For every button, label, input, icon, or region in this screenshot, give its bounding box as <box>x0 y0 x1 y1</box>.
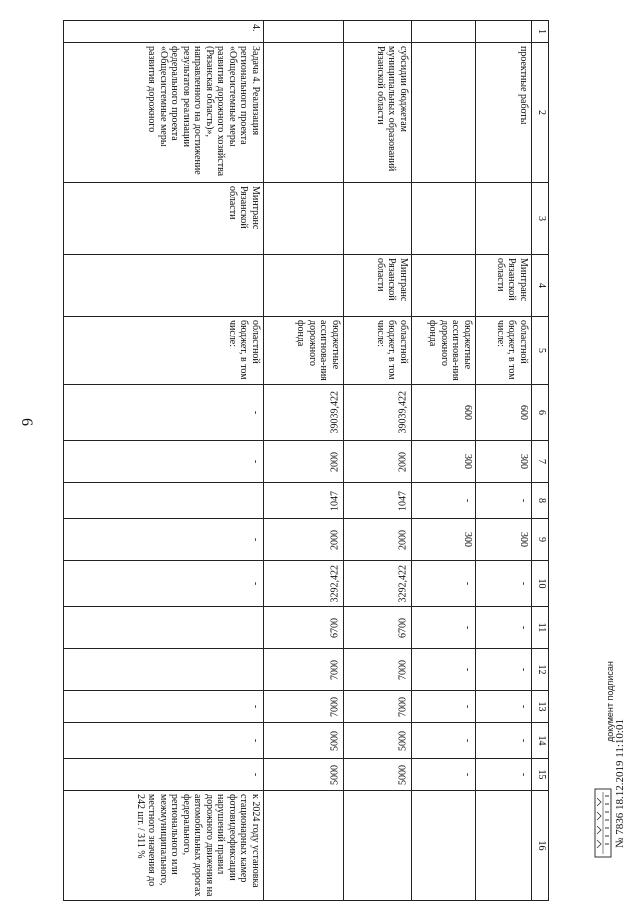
table-cell <box>412 791 476 901</box>
rotated-value: 5000 <box>397 764 409 785</box>
table-cell: областной бюджет, в том числе: <box>344 317 412 385</box>
signature-stamp-icon <box>594 788 612 858</box>
table-cell <box>264 385 344 441</box>
table-cell <box>344 723 412 759</box>
table-cell <box>264 691 344 723</box>
table-cell: - <box>476 691 532 723</box>
rotated-value: 3292,422 <box>397 564 409 603</box>
page-number: 6 <box>18 418 35 426</box>
header-cell: 8 <box>532 483 549 519</box>
table-cell <box>64 649 264 691</box>
table-cell: - <box>64 759 264 791</box>
table-cell: - <box>476 607 532 649</box>
table-row <box>476 21 532 901</box>
rotated-value: 1047 <box>397 490 409 511</box>
table-row <box>264 21 344 901</box>
table-cell <box>344 385 412 441</box>
rotated-value: 5000 <box>329 764 341 785</box>
table-cell: проектные работы <box>476 43 532 183</box>
table-cell <box>344 519 412 561</box>
table-cell <box>264 791 344 901</box>
table-cell <box>264 483 344 519</box>
table-cell: - <box>64 441 264 483</box>
table-cell: 4. <box>64 21 264 43</box>
table-cell <box>264 649 344 691</box>
rotated-value: 1047 <box>329 490 341 511</box>
table-cell: 300 <box>476 519 532 561</box>
table-cell: - <box>64 691 264 723</box>
table-row <box>344 21 412 901</box>
table-cell: - <box>412 649 476 691</box>
table-cell <box>344 561 412 607</box>
header-cell: 9 <box>532 519 549 561</box>
rotated-value: 2000 <box>329 451 341 472</box>
header-cell: 7 <box>532 441 549 483</box>
header-cell: 14 <box>532 723 549 759</box>
table-cell <box>344 183 412 255</box>
rotated-value: 6700 <box>329 617 341 638</box>
table-cell: - <box>412 723 476 759</box>
header-cell: 6 <box>532 385 549 441</box>
header-row <box>532 21 549 901</box>
table-cell <box>264 183 344 255</box>
rotated-table-container <box>59 20 549 900</box>
table-cell <box>344 441 412 483</box>
table-cell <box>344 607 412 649</box>
header-cell: 16 <box>532 791 549 901</box>
table-cell: субсидии бюджетам муниципальных образований Рязанской области <box>344 43 412 183</box>
table-cell: Минтранс Рязанской области <box>344 255 412 317</box>
header-cell: 3 <box>532 183 549 255</box>
table-cell <box>264 723 344 759</box>
table-cell <box>344 21 412 43</box>
table-cell: 300 <box>412 441 476 483</box>
table-cell <box>344 791 412 901</box>
table-cell: Минтранс Рязанской области <box>476 255 532 317</box>
table-cell <box>64 255 264 317</box>
header-cell: 12 <box>532 649 549 691</box>
table-cell <box>264 441 344 483</box>
table-cell <box>412 183 476 255</box>
table-cell <box>64 483 264 519</box>
table-cell <box>264 561 344 607</box>
table-row <box>412 21 476 901</box>
rotated-value: 2000 <box>397 529 409 550</box>
table-cell <box>476 791 532 901</box>
table-cell: 600 <box>476 385 532 441</box>
table-cell <box>476 21 532 43</box>
table-cell: - <box>476 483 532 519</box>
rotated-value: 2000 <box>329 529 341 550</box>
table-cell: - <box>476 723 532 759</box>
rotated-value: 39039,422 <box>397 391 409 434</box>
header-cell: 10 <box>532 561 549 607</box>
header-cell: 4 <box>532 255 549 317</box>
table-cell: - <box>412 483 476 519</box>
rotated-value: 7000 <box>397 696 409 717</box>
rotated-value: 39039,422 <box>329 391 341 434</box>
table-cell: Задача 4. Реализация регионального проекта «Общесистемные меры развития дорожного хозяйства (Рязанская область)», направленного на достижение результатов реализации федерального проекта «Общесистемные меры развития дорожного <box>64 43 264 183</box>
table-cell <box>264 43 344 183</box>
table-cell: - <box>412 759 476 791</box>
table-cell: - <box>476 561 532 607</box>
budget-table <box>63 20 549 901</box>
table-cell <box>344 759 412 791</box>
header-cell: 5 <box>532 317 549 385</box>
rotated-value: 6700 <box>397 617 409 638</box>
table-cell <box>264 519 344 561</box>
rotated-value: 2000 <box>397 451 409 472</box>
table-cell <box>344 649 412 691</box>
header-cell: 15 <box>532 759 549 791</box>
table-cell: - <box>64 519 264 561</box>
stamp-label: документ подписан <box>605 661 615 742</box>
table-cell: - <box>476 649 532 691</box>
table-cell <box>344 483 412 519</box>
table-cell <box>412 21 476 43</box>
table-cell: бюджетные ассигнова-ния дорожного фонда <box>412 317 476 385</box>
table-cell: 600 <box>412 385 476 441</box>
rotated-value: 7000 <box>397 659 409 680</box>
rotated-value: 7000 <box>329 696 341 717</box>
header-cell: 2 <box>532 43 549 183</box>
table-cell: 300 <box>412 519 476 561</box>
table-cell <box>64 607 264 649</box>
table-cell <box>344 691 412 723</box>
table-cell: 300 <box>476 441 532 483</box>
header-cell: 11 <box>532 607 549 649</box>
table-cell <box>264 607 344 649</box>
table-cell <box>264 21 344 43</box>
table-cell: - <box>412 691 476 723</box>
table-cell: - <box>64 561 264 607</box>
table-cell <box>264 255 344 317</box>
table-cell: Минтранс Рязанской области <box>64 183 264 255</box>
header-cell: 1 <box>532 21 549 43</box>
table-cell <box>476 183 532 255</box>
header-cell: 13 <box>532 691 549 723</box>
rotated-value: 5000 <box>397 730 409 751</box>
table-cell <box>412 255 476 317</box>
rotated-value: 7000 <box>329 659 341 680</box>
table-cell: областной бюджет, в том числе: <box>64 317 264 385</box>
table-cell: - <box>64 723 264 759</box>
table-row <box>64 21 264 901</box>
table-cell <box>264 759 344 791</box>
table-cell: - <box>476 759 532 791</box>
rotated-value: 5000 <box>329 730 341 751</box>
rotated-value: 3292,422 <box>329 564 341 603</box>
table-cell: к 2024 году установка стационарных камер фотовидеофиксации нарушений правил дорожного движения на автомобильных дорогах федерального, регионального или межмуниципального, местного значения до 242 шт. / 311 % <box>64 791 264 901</box>
table-cell: - <box>412 561 476 607</box>
table-cell: областной бюджет, в том числе: <box>476 317 532 385</box>
table-cell <box>412 43 476 183</box>
table-cell: - <box>412 607 476 649</box>
table-cell: - <box>64 385 264 441</box>
document-id: № 7836 18.12.2019 11:10:01 <box>614 719 626 848</box>
table-cell: бюджетные ассигнова-ния дорожного фонда <box>264 317 344 385</box>
